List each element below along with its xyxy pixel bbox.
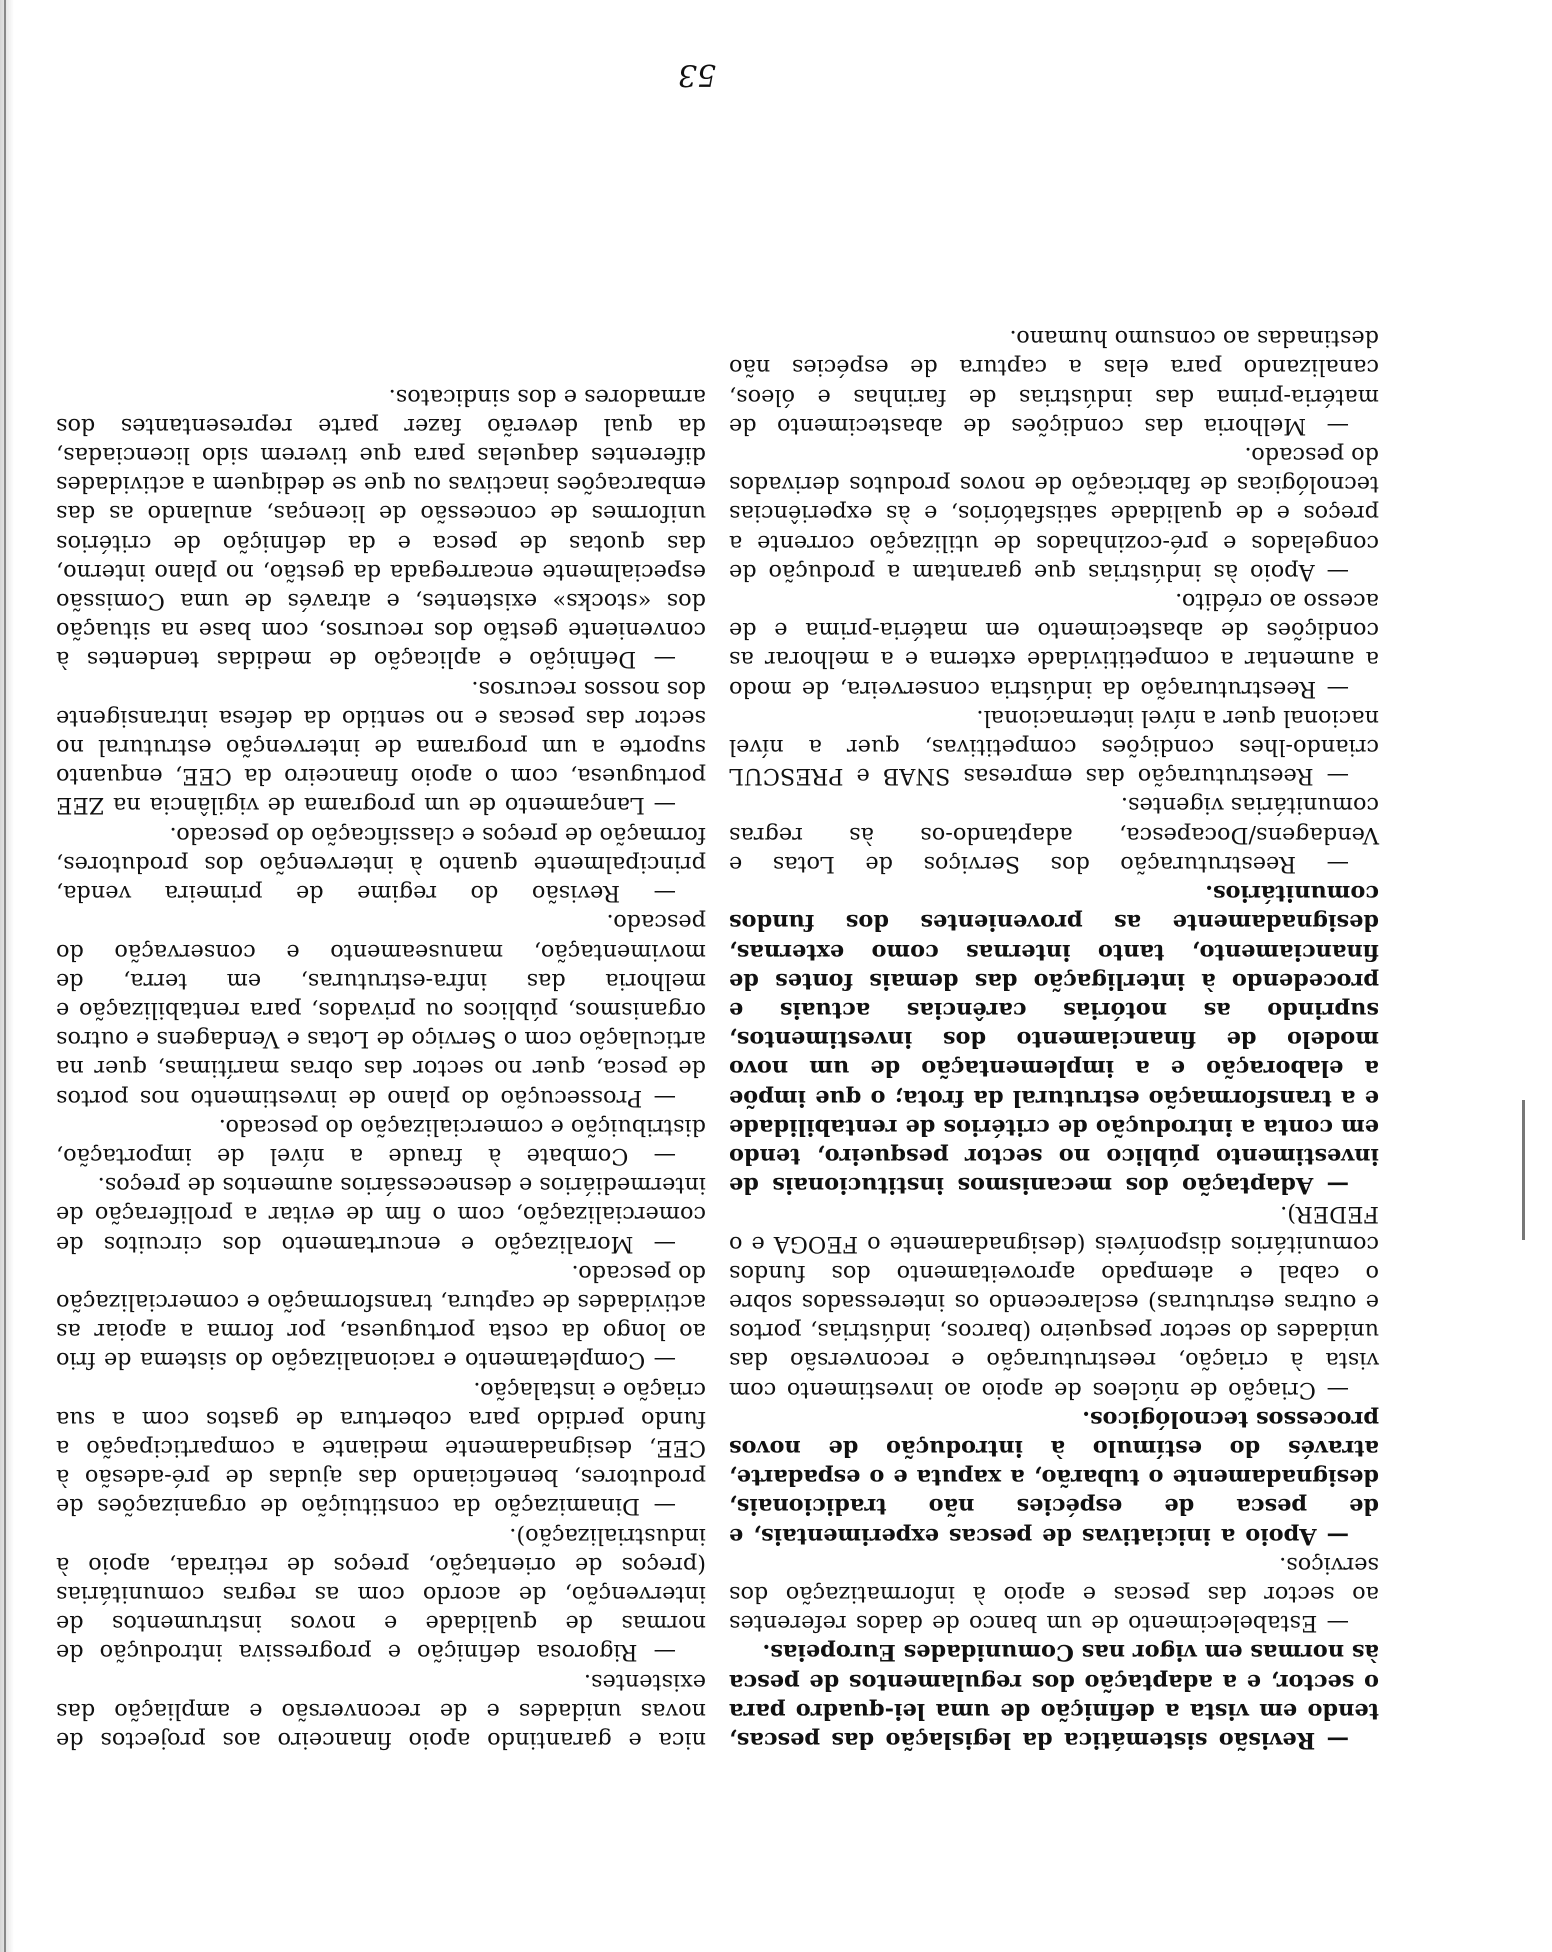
paragraph: — Prossecução do plano de investimento nos portos de pesca, quer no sector das obras marítimas, quer na articulação com o Serviço de Lotas e Vendagens e outros organismos, públicos ou privados, para rentabilização e melhoria das infra-estruturas, em terra, de movimentação, manuseamento e conservação do pescado. xyxy=(56,909,706,1111)
paragraph: — Reestruturação da indústria conserveira, de modo a aumentar a competitividade externa e a melhorar as condições de abastecimento em matéria-prima e de acesso ao crédito. xyxy=(729,588,1379,702)
paragraph: — Apoio às indústrias que garantam a produção de congelados e pré-cozinhados de utilização corrente a preços e de qualidade satisfatórios, e às experiências tecnológicas de fabricação de novos produtos derivados do pescado. xyxy=(729,442,1379,585)
paragraph: nica e garantindo apoio financeiro aos projectos de novas unidades e de reconversão e ampliação das existentes. xyxy=(56,1668,706,1753)
paragraph: — Combate à fraude a nível de importação, distribuição e comercialização do pescado. xyxy=(56,1113,706,1169)
paragraph: — Estabelecimento de um banco de dados referentes ao sector das pescas e apoio à informatização dos serviços. xyxy=(729,1551,1379,1637)
paragraph: — Completamento e racionalização do sistema de frio ao longo da costa portuguesa, por forma a apoiar as actividades de captura, transformação e comercialização do pescado. xyxy=(56,1259,706,1374)
paragraph: — Revisão do regime de primeira venda, principalmente quanto à intervenção dos produtores, formação de preços e classificação do pescado. xyxy=(56,821,706,907)
paragraph: — Rigorosa definição e progressiva introdução de normas de qualidade e novos instrumentos de intervenção, de acordo com as regras comunitárias (preços de orientação, preços de retirada, apoio à industrialização). xyxy=(56,1522,706,1666)
paragraph: — Definição e aplicação de medidas tendentes à conveniente gestão dos recursos, com base na situação dos «stocks» existentes, e através de uma Comissão especialmente encarregada da gestão, no plano interno, das quotas de pesca e da definição de critérios uniformes de concessão de licenças, anulando as das embarcações inactivas ou que se dediquem a actividades diferentes daquelas para que tiverem sido licenciadas, da qual deverão fazer parte representantes dos armadores e dos sindicatos. xyxy=(56,383,706,673)
paragraph: — Criação de núcleos de apoio ao investimento com vista à criação, reestruturação e reconversão das unidades do sector pesqueiro (barcos, indústrias, portos e outras estruturas) esclarecendo os interessados sobre o cabal e atempado aproveitamento dos fundos comunitários disponíveis (designadamente o FEOGA e o FEDER). xyxy=(729,1201,1379,1403)
paragraph: — Melhoria das condições de abastecimento de matéria-prima das indústrias de farinhas e óleos, canalizando para elas a captura de espécies não destinadas ao consumo humano. xyxy=(729,325,1379,439)
paragraph: — Adaptação dos mecanismos institucionais de investimento público no sector pesqueiro, tendo em conta a introdução de critérios de rentabilidade e a transformação estrutural da frota; o que impõe a elaboração e a implementação de um novo modelo de financiamento dos investimentos, suprindo as notórias carências actuais e procedendo à interligação das demais fontes de financiamento, tanto internas como externas, designadamente as provenientes dos fundos comunitários. xyxy=(729,880,1379,1199)
paragraph: — Revisão sistemática da legislação das pescas, tendo em vista a definição de uma lei-quadro para o sector, e a adaptação dos regulamentos de pesca às normas em vigor nas Comunidades Europeias. xyxy=(729,1639,1379,1753)
paragraph: — Dinamização da constituição de organizações de produtores, beneficiando das ajudas de pré-adesão à CEE, designadamente mediante a comparticipação a fundo perdido para cobertura de gastos com a sua criação e instalação. xyxy=(56,1376,706,1520)
paragraph: — Reestruturação das empresas SNAB e PRESCUL criando-lhes condições competitivas, quer a nível nacional quer a nível internacional. xyxy=(729,704,1379,790)
right-column xyxy=(56,381,706,1754)
paragraph: — Moralização e encurtamento dos circuitos de comercialização, com o fim de evitar a proliferação de intermediários e desnecessários aumentos de preços. xyxy=(56,1172,706,1257)
binding-shadow xyxy=(0,0,14,1952)
scan-edge-left xyxy=(4,0,6,1952)
paragraph: — Apoio a iniciativas de pescas experimentais, e de pesca de espécies não tradicionais, designadamente o tubarão, a xaputa e o espadarte, através do estímulo à introdução de novos processos tecnológicos. xyxy=(729,1405,1379,1549)
paragraph: — Reestruturação dos Serviços de Lotas e Vendagens/Docapesca, adaptando-os às regras comunitárias vigentes. xyxy=(729,792,1379,877)
left-column xyxy=(729,323,1379,1754)
scan-edge-right xyxy=(1522,1100,1525,1240)
page-number: 53 xyxy=(677,57,717,92)
paragraph: — Lançamento de um programa de vigilância na ZEE portuguesa, com o apoio financeiro da CEE, enquanto suporte a um programa de intervenção estrutural no sector das pescas e no sentido da defesa intransigente dos nossos recursos. xyxy=(56,675,706,819)
